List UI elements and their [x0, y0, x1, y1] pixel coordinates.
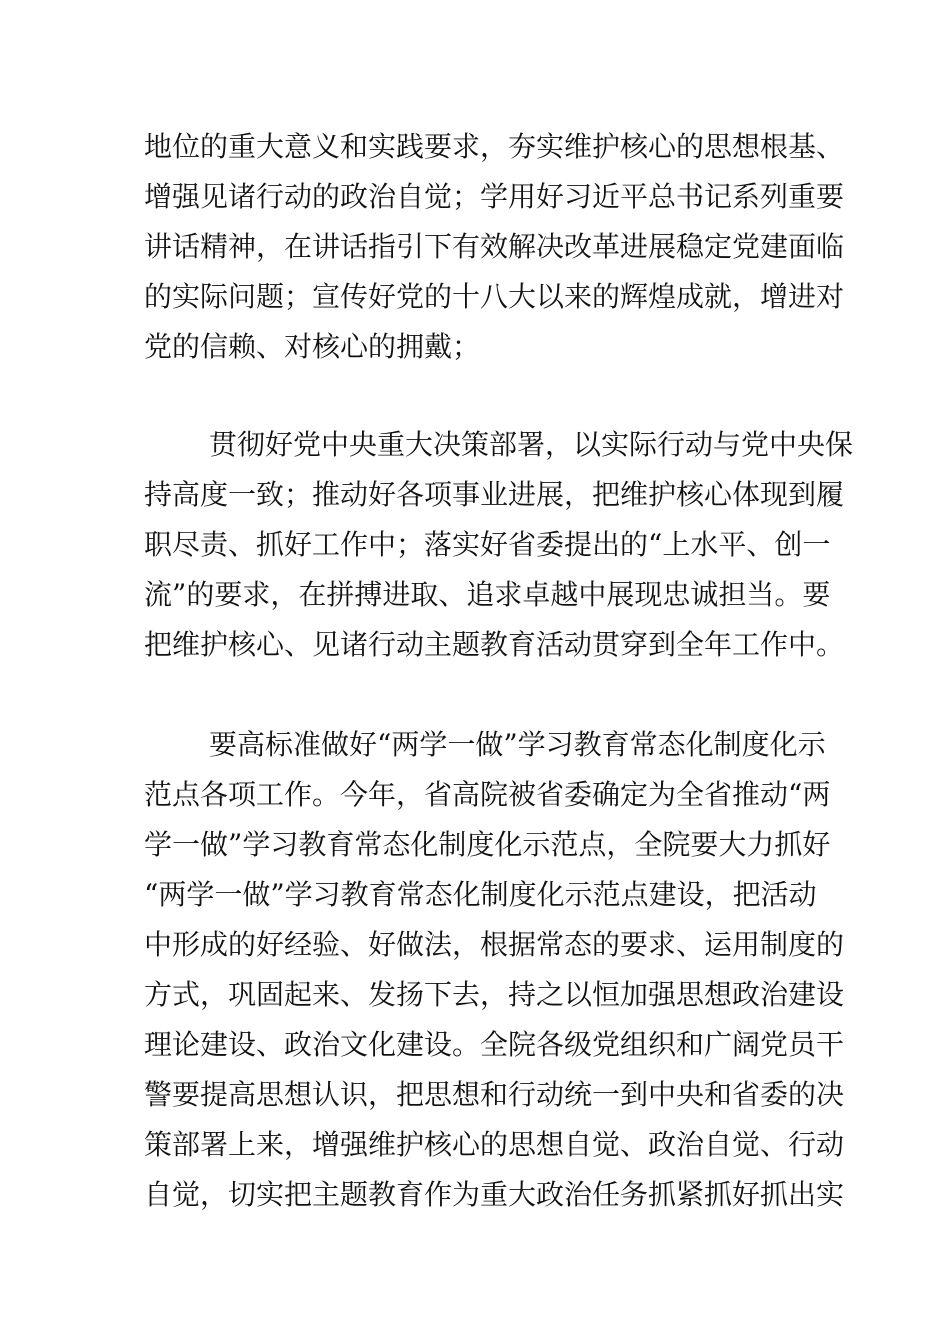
paragraph-line: 理论建设、政治文化建设。全院各级党组织和广阔党员干	[144, 1028, 845, 1061]
paragraph-3	[144, 720, 845, 1220]
paragraph-line: 中形成的好经验、好做法，根据常态的要求、运用制度的	[144, 928, 845, 961]
paragraph-line: 流”的要求，在拼搏进取、追求卓越中展现忠诚担当。要	[144, 578, 831, 611]
paragraph-line: 地位的重大意义和实践要求，夯实维护核心的思想根基、	[144, 130, 845, 163]
paragraph-2	[144, 420, 854, 670]
paragraph-line: 职尽责、抓好工作中；落实好省委提出的“上水平、创一	[144, 528, 831, 561]
paragraph-line: 持高度一致；推动好各项事业进展，把维护核心体现到履	[144, 478, 845, 511]
paragraph-line: 范点各项工作。今年，省高院被省委确定为全省推动“两	[144, 778, 831, 811]
paragraph-line: 方式，巩固起来、发扬下去，持之以恒加强思想政治建设	[144, 978, 845, 1011]
paragraph-line: 讲话精神，在讲话指引下有效解决改革进展稳定党建面临	[144, 230, 845, 263]
paragraph-line: 学一做”学习教育常态化制度化示范点，全院要大力抓好	[144, 828, 831, 861]
paragraph-line: 把维护核心、见诸行动主题教育活动贯穿到全年工作中。	[144, 628, 845, 661]
paragraph-line: 贯彻好党中央重大决策部署，以实际行动与党中央保	[209, 428, 854, 461]
paragraph-line: 要高标准做好“两学一做”学习教育常态化制度化示	[209, 728, 826, 761]
paragraph-line: 自觉，切实把主题教育作为重大政治任务抓紧抓好抓出实	[144, 1178, 845, 1211]
paragraph-line: 增强见诸行动的政治自觉；学用好习近平总书记系列重要	[144, 180, 845, 213]
paragraph-line: 的实际问题；宣传好党的十八大以来的辉煌成就，增进对	[144, 280, 845, 313]
paragraph-line: 策部署上来，增强维护核心的思想自觉、政治自觉、行动	[144, 1128, 845, 1161]
paragraph-line: 党的信赖、对核心的拥戴；	[144, 330, 481, 363]
paragraph-line: 警要提高思想认识，把思想和行动统一到中央和省委的决	[144, 1078, 845, 1111]
paragraph-1	[144, 122, 845, 372]
paragraph-line: “两学一做”学习教育常态化制度化示范点建设，把活动	[144, 878, 817, 911]
